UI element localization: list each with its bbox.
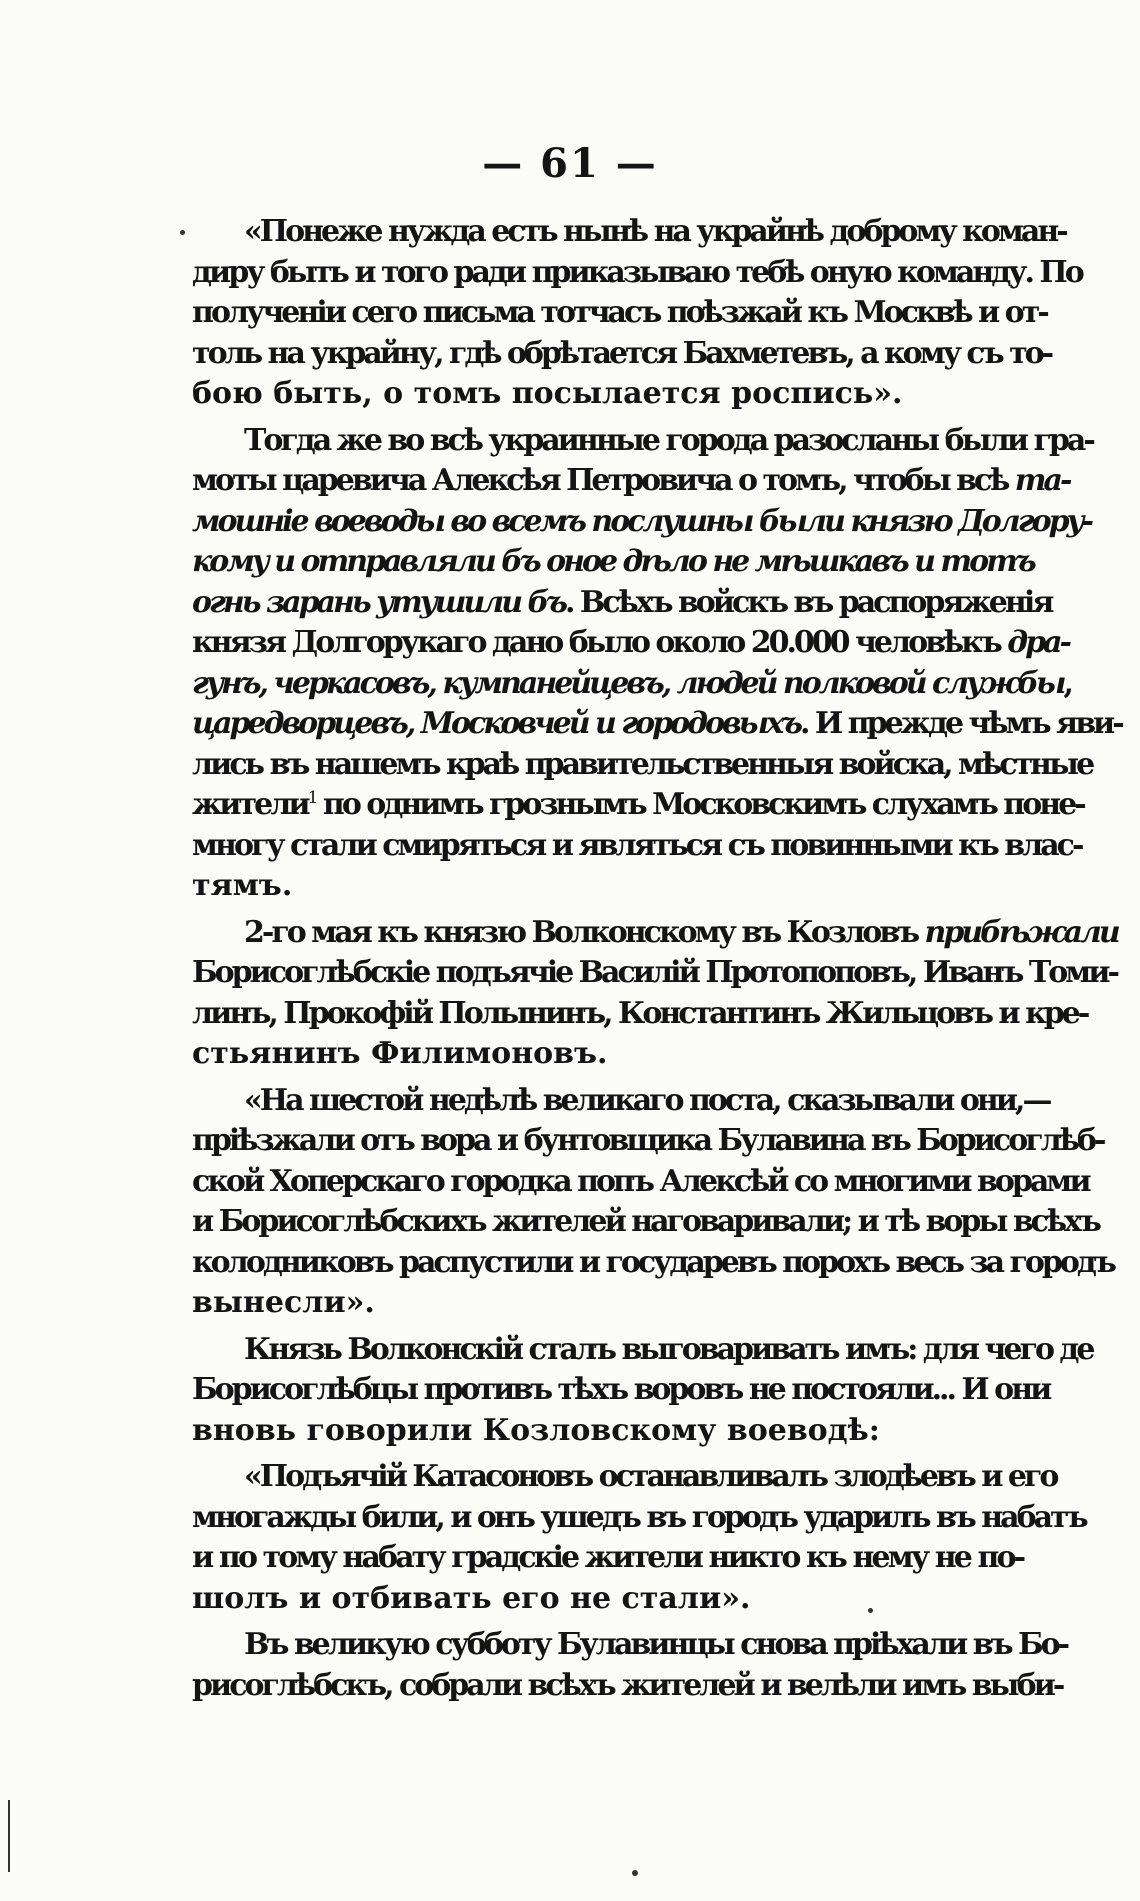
text-run: колодниковъ распустили и государевъ порохъ весь за городъ bbox=[192, 1244, 1114, 1280]
text-run: Князь Волконскій сталъ выговаривать имъ: для чего де bbox=[244, 1331, 1093, 1367]
text-run: Борисоглѣбцы противъ тѣхъ воровъ не постояли... И они bbox=[192, 1372, 1050, 1407]
text-line bbox=[192, 212, 1066, 253]
text-run: вновь говорили Козловскому воеводѣ: bbox=[192, 1412, 880, 1448]
text-line bbox=[192, 1666, 1063, 1707]
text-line bbox=[192, 1243, 1114, 1284]
text-run: , bbox=[1063, 665, 1071, 701]
text-line bbox=[192, 1625, 1068, 1666]
text-line bbox=[192, 1457, 1057, 1498]
paragraph bbox=[192, 913, 1118, 1075]
text-run: бою быть, о томъ посылается роспись». bbox=[192, 376, 903, 411]
text-line bbox=[192, 623, 1069, 664]
text-line bbox=[192, 1498, 1086, 1539]
text-line bbox=[192, 664, 1071, 705]
footnote-marker: 1 bbox=[307, 788, 316, 808]
text-run: «Подъячій Катасоновъ останавливалъ злодѣевъ и его bbox=[244, 1459, 1057, 1494]
text-run: «Понеже нужда есть нынѣ на украйнѣ доброму коман- bbox=[244, 214, 1066, 249]
text-run: линъ, Прокофій Полынинъ, Константинъ Жильцовъ и кре- bbox=[192, 995, 1088, 1031]
text-run: вынесли». bbox=[192, 1285, 375, 1320]
text-run: толь на украйну, гдѣ обрѣтается Бахметевъ, а кому съ то- bbox=[192, 335, 1052, 371]
text-run: пріѣзжали отъ вора и бунтовщика Булавина въ Борисоглѣб- bbox=[192, 1123, 1104, 1158]
text-line bbox=[192, 583, 1052, 624]
text-line bbox=[192, 866, 1028, 907]
text-line bbox=[192, 334, 1052, 375]
text-run: тямъ. bbox=[192, 868, 293, 903]
text-run: стьянинъ Филимоновъ. bbox=[192, 1036, 608, 1071]
italic-text: царедворцевъ, Московчей и городовыхъ bbox=[192, 706, 800, 741]
paragraph bbox=[192, 1081, 1114, 1324]
text-run: . И прежде чѣмъ яви- bbox=[799, 706, 1122, 741]
paragraph bbox=[192, 212, 1082, 415]
print-speck bbox=[180, 230, 185, 235]
italic-text: прибѣжали bbox=[924, 914, 1118, 950]
text-line bbox=[192, 826, 1082, 867]
text-run: по однимъ грознымъ Московскимъ слухамъ поне- bbox=[315, 787, 1084, 822]
text-line bbox=[192, 1034, 1028, 1075]
print-speck bbox=[632, 1870, 638, 1876]
paragraph bbox=[192, 1330, 1093, 1452]
paragraph bbox=[192, 421, 1122, 907]
text-line bbox=[192, 293, 1047, 334]
text-line bbox=[192, 1538, 1028, 1579]
text-line bbox=[192, 785, 1084, 826]
text-line bbox=[192, 1579, 1028, 1620]
text-line bbox=[192, 913, 1118, 954]
italic-text: гунъ, черкасовъ, кумпанейцевъ, людей полковой службы bbox=[192, 665, 1064, 701]
text-line bbox=[192, 994, 1088, 1035]
text-line bbox=[192, 1283, 1028, 1324]
text-run: ской Хоперскаго городка попъ Алексѣй со многими ворами bbox=[192, 1163, 1089, 1199]
text-run: многажды били, и онъ ушедъ въ городъ ударилъ въ набатъ bbox=[192, 1499, 1086, 1535]
text-run: шолъ и отбивать его не стали». bbox=[192, 1580, 751, 1616]
text-line bbox=[192, 502, 1091, 543]
text-line bbox=[192, 1162, 1089, 1203]
italic-text: дра- bbox=[1007, 625, 1069, 660]
text-line bbox=[192, 745, 1093, 786]
page-number: — 61 — bbox=[482, 140, 658, 187]
paragraph bbox=[192, 1625, 1068, 1706]
text-run: 2-го мая къ князю Волконскому въ Козловъ bbox=[244, 914, 925, 950]
text-run: Въ великую субботу Булавинцы снова пріѣхали въ Бо- bbox=[244, 1627, 1068, 1662]
text-run: диру быть и того ради приказываю тебѣ оную команду. По bbox=[192, 254, 1082, 290]
text-line bbox=[192, 374, 1028, 415]
text-line bbox=[192, 542, 1034, 583]
text-run: князя Долгорукаго дано было около 20.000 человѣкъ bbox=[192, 625, 1008, 660]
body-text bbox=[192, 212, 1122, 1712]
text-line bbox=[192, 253, 1082, 294]
text-line bbox=[192, 461, 1070, 502]
text-line bbox=[192, 1370, 1050, 1411]
italic-text: кому и отправляли бъ оное дѣло не мѣшкавъ и тотъ bbox=[192, 544, 1034, 579]
text-run: рисоглѣбскъ, собрали всѣхъ жителей и велѣли имъ выби- bbox=[192, 1667, 1063, 1703]
margin-mark bbox=[8, 1800, 10, 1872]
text-run: лись въ нашемъ краѣ правительственныя войска, мѣстные bbox=[192, 746, 1093, 782]
text-line bbox=[192, 1121, 1104, 1162]
text-run: моты царевича Алексѣя Петровича о томъ, чтобы всѣ bbox=[192, 463, 1015, 498]
text-run: и Борисоглѣбскихъ жителей наговаривали; и тѣ воры всѣхъ bbox=[192, 1204, 1099, 1239]
text-line bbox=[192, 1081, 1050, 1122]
text-run: Тогда же во всѣ украинные города разосланы были гра- bbox=[244, 422, 1093, 458]
text-run: жители bbox=[192, 787, 308, 822]
text-line bbox=[192, 421, 1093, 462]
text-run: Борисоглѣбскіе подъячіе Василій Протопоповъ, Иванъ Томи- bbox=[192, 955, 1117, 990]
print-speck bbox=[868, 1608, 873, 1613]
text-line bbox=[192, 1202, 1099, 1243]
text-run: многу стали смиряться и являться съ повинными къ влас- bbox=[192, 827, 1082, 863]
text-line bbox=[192, 953, 1117, 994]
text-run: . Всѣхъ войскъ въ распоряженія bbox=[564, 584, 1052, 620]
paragraph bbox=[192, 1457, 1086, 1619]
text-run: и по тому набату градскіе жители никто къ нему не по- bbox=[192, 1540, 1024, 1575]
italic-text: мошніе воеводы во всемъ послушны были князю Долгору- bbox=[192, 503, 1091, 539]
text-line bbox=[192, 704, 1122, 745]
italic-text: та- bbox=[1014, 463, 1070, 498]
text-run: «На шестой недѣлѣ великаго поста, сказывали они,— bbox=[244, 1082, 1050, 1118]
text-run: полученіи сего письма тотчасъ поѣзжай къ Москвѣ и от- bbox=[192, 295, 1047, 330]
text-line bbox=[192, 1330, 1093, 1371]
text-line bbox=[192, 1411, 1028, 1452]
italic-text: огнь зарань утушили бъ bbox=[192, 584, 565, 620]
